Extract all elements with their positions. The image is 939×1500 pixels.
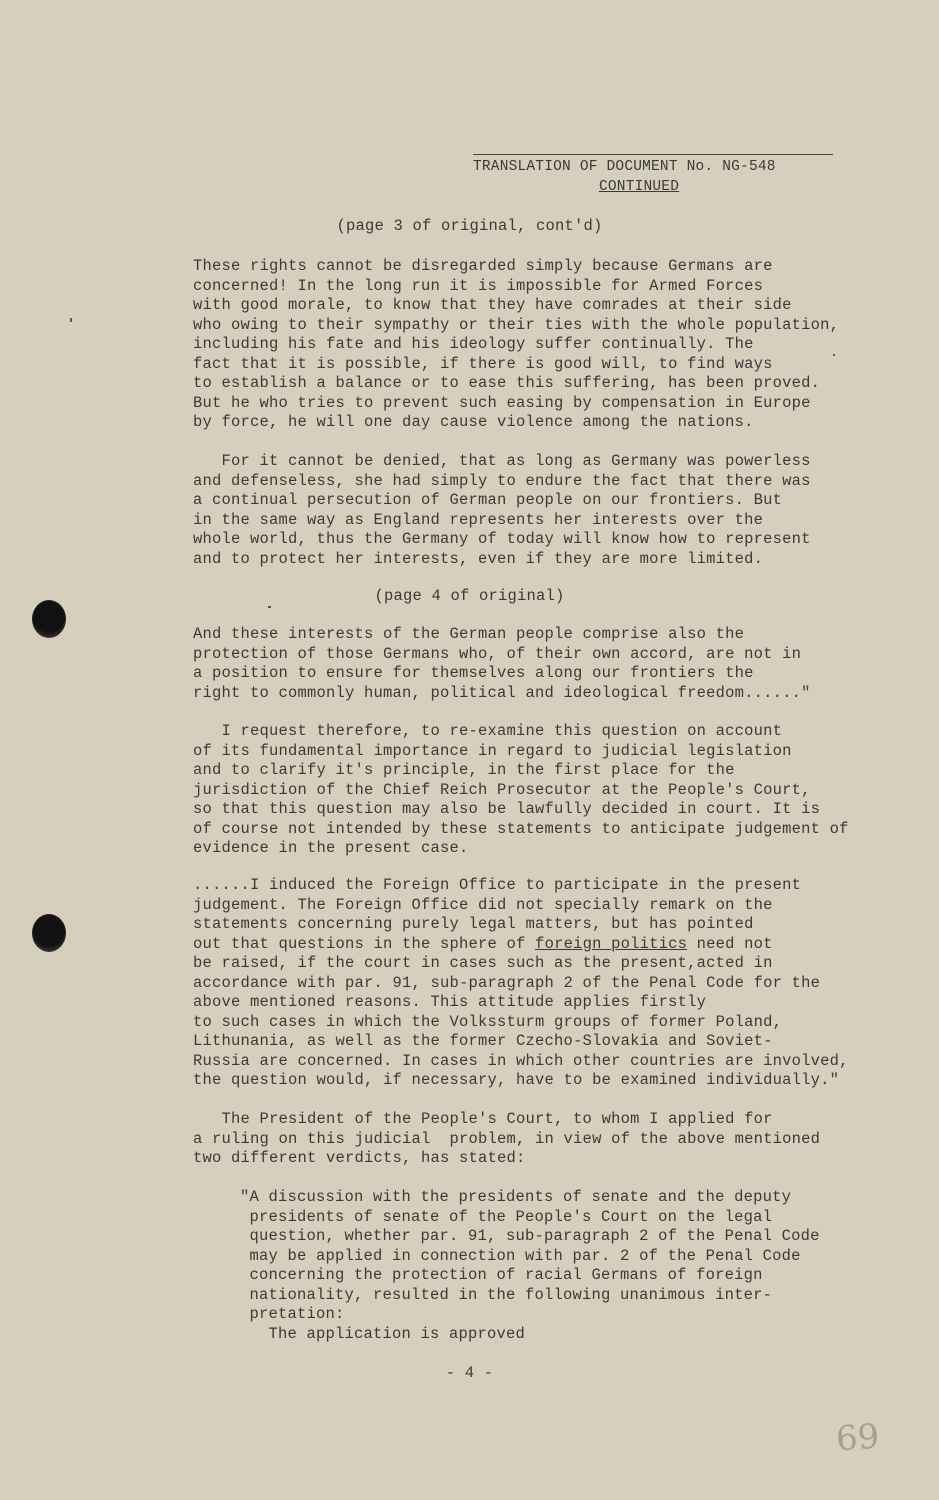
text-line: above mentioned reasons. This attitude applies firstly: [193, 993, 707, 1011]
text-line: a ruling on this judicial problem, in view of the above mentioned: [193, 1129, 821, 1148]
text-line: Lithunania, as well as the former Czecho-Slovakia and Soviet-: [193, 1032, 773, 1050]
text-line: These rights cannot be disregarded simply because Germans are: [193, 257, 773, 275]
text-line: pretation:: [240, 1305, 345, 1323]
text-span: out that questions in the sphere of: [193, 934, 536, 953]
text-line: judgement. The Foreign Office did not specially remark on the: [193, 895, 773, 914]
header-title: TRANSLATION OF DOCUMENT No. NG-548: [473, 159, 776, 175]
text-line: accordance with par. 91, sub-paragraph 2 of the Penal Code for the: [193, 973, 821, 992]
text-line: and defenseless, she had simply to endure the fact that there was: [193, 471, 811, 490]
handwritten-page-number: 69: [834, 1416, 881, 1460]
paragraph-1: [193, 257, 873, 433]
paragraph-4: [193, 722, 873, 859]
paper-speck: [268, 606, 271, 608]
text-line: including his fate and his ideology suffer continually. The: [193, 335, 754, 353]
text-line: of course not intended by these statements to anticipate judgement of: [193, 819, 849, 838]
text-line: The President of the People's Court, to whom I applied for: [193, 1110, 773, 1128]
text-line: and to protect her interests, even if they are more limited.: [193, 549, 764, 568]
quoted-ruling: [240, 1188, 860, 1344]
text-line: right to commonly human, political and ideological freedom......": [193, 683, 811, 702]
text-line: and to clarify it's principle, in the first place for the: [193, 761, 735, 779]
subheading-page-3: (page 3 of original, cont'd): [336, 217, 603, 235]
text-line: I request therefore, to re-examine this question on account: [193, 722, 783, 740]
text-line: the question would, if necessary, have to be examined individually.": [193, 1071, 840, 1089]
text-line: whole world, thus the Germany of today will know how to represent: [193, 530, 811, 548]
document-header: [473, 158, 833, 197]
text-line: with good morale, to know that they have comrades at their side: [193, 296, 792, 314]
text-line: The application is approved: [240, 1324, 526, 1343]
text-line: evidence in the present case.: [193, 839, 469, 857]
text-line: But he who tries to prevent such easing by compensation in Europe: [193, 393, 811, 412]
text-line: by force, he will one day cause violence among the nations.: [193, 413, 754, 431]
text-line: [193, 935, 873, 955]
text-line: in the same way as England represents her interests over the: [193, 510, 764, 529]
text-line: ......I induced the Foreign Office to participate in the present: [193, 876, 802, 894]
text-line: "A discussion with the presidents of senate and the deputy: [240, 1188, 792, 1206]
text-line: statements concerning purely legal matters, but has pointed: [193, 915, 754, 933]
text-line: Russia are concerned. In cases in which other countries are involved,: [193, 1051, 849, 1070]
text-line: concerning the protection of racial Germans of foreign: [240, 1266, 763, 1284]
paragraph-3: [193, 625, 873, 703]
text-line: And these interests of the German people comprise also the: [193, 625, 745, 643]
text-line: a continual persecution of German people on our frontiers. But: [193, 491, 783, 509]
text-line: so that this question may also be lawfully decided in court. It is: [193, 800, 821, 818]
punch-hole-top: [32, 600, 66, 638]
text-line: presidents of senate of the People's Court on the legal: [240, 1207, 773, 1226]
text-line: concerned! In the long run it is impossible for Armed Forces: [193, 276, 764, 295]
text-line: For it cannot be denied, that as long as Germany was powerless: [193, 452, 811, 470]
paper-speck: [833, 354, 835, 356]
paragraph-6: [193, 1110, 873, 1169]
text-line: question, whether par. 91, sub-paragraph 2 of the Penal Code: [240, 1227, 820, 1245]
page-number: - 4 -: [445, 1364, 494, 1382]
underlined-foreign-politics: foreign politics: [535, 934, 688, 953]
text-line: to establish a balance or to ease this suffering, has been proved.: [193, 374, 821, 392]
text-line: who owing to their sympathy or their ties with the whole population,: [193, 315, 840, 334]
text-line: of its fundamental importance in regard to judicial legislation: [193, 741, 792, 760]
text-line: a position to ensure for themselves along our frontiers the: [193, 664, 754, 682]
paper-speck: [70, 318, 72, 322]
subheading-page-4: (page 4 of original): [374, 587, 565, 605]
text-line: protection of those Germans who, of their own accord, are not in: [193, 644, 802, 663]
paragraph-2: [193, 452, 873, 569]
text-line: fact that it is possible, if there is good will, to find ways: [193, 354, 773, 373]
text-line: may be applied in connection with par. 2 of the Penal Code: [240, 1246, 801, 1265]
header-continued: CONTINUED: [599, 178, 680, 195]
text-line: two different verdicts, has stated:: [193, 1149, 526, 1167]
text-span: need not: [687, 934, 773, 953]
text-line: to such cases in which the Volkssturm groups of former Poland,: [193, 1012, 783, 1031]
punch-hole-bottom: [32, 914, 66, 952]
text-line: nationality, resulted in the following unanimous inter-: [240, 1285, 773, 1304]
text-line: be raised, if the court in cases such as the present,acted in: [193, 954, 773, 972]
header-rule: [473, 154, 833, 155]
text-line: jurisdiction of the Chief Reich Prosecutor at the People's Court,: [193, 780, 811, 799]
paragraph-5: [193, 876, 873, 1091]
